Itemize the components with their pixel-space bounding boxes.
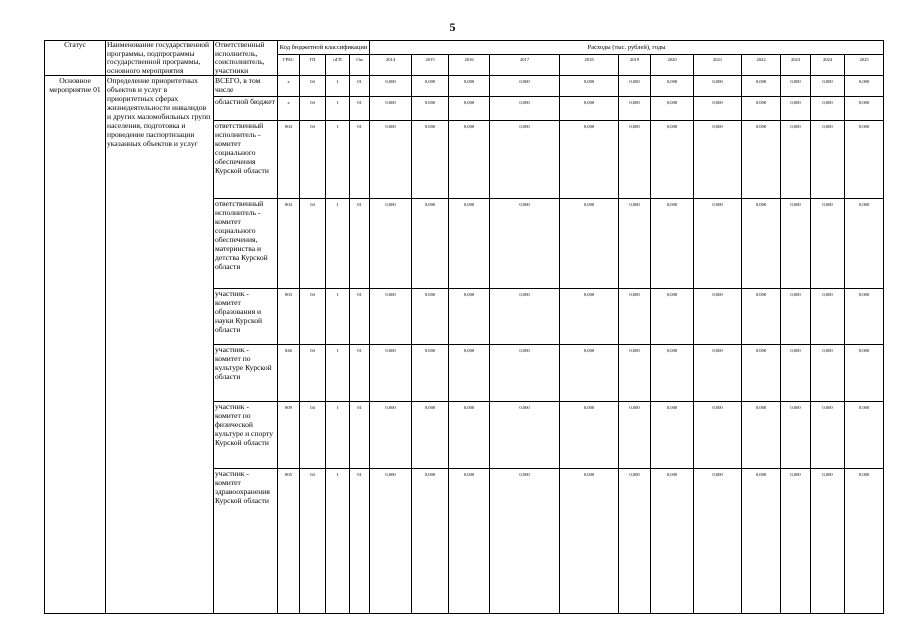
executor-cell: областной бюджет xyxy=(214,97,278,120)
value-cell: 0,000 xyxy=(811,76,845,97)
value-cell: 0,000 xyxy=(651,198,694,289)
value-cell: 0,000 xyxy=(449,344,490,401)
header-year-col: 2023 xyxy=(781,55,811,76)
header-year-col: 2015 xyxy=(412,55,449,76)
value-cell: 0,000 xyxy=(781,76,811,97)
header-status: Статус xyxy=(45,41,106,76)
value-cell: 0,000 xyxy=(694,76,742,97)
header-year-col: 2017 xyxy=(490,55,560,76)
page-number: 5 xyxy=(449,20,456,34)
value-cell: 0,000 xyxy=(490,120,560,198)
value-cell: 0,000 xyxy=(490,401,560,468)
value-cell: 0,000 xyxy=(651,289,694,345)
value-cell: 0,000 xyxy=(811,120,845,198)
header-executor: Ответственный исполнитель, соисполнитель, участники xyxy=(214,41,278,76)
value-cell: 0,000 xyxy=(811,468,845,613)
value-cell: 0,000 xyxy=(370,120,412,198)
value-cell: 0,000 xyxy=(811,401,845,468)
value-cell: 0,000 xyxy=(619,198,651,289)
value-cell: 0,000 xyxy=(449,468,490,613)
value-cell: 0,000 xyxy=(412,289,449,345)
code-cell: 04 xyxy=(300,198,326,289)
value-cell: 0,000 xyxy=(490,97,560,120)
code-cell: 04 xyxy=(300,289,326,345)
value-cell: 0,000 xyxy=(560,97,619,120)
code-cell: 1 xyxy=(326,468,350,613)
value-cell: 0,000 xyxy=(619,97,651,120)
code-cell: 805 xyxy=(278,468,300,613)
value-cell: 0,000 xyxy=(619,401,651,468)
value-cell: 0,000 xyxy=(412,468,449,613)
code-cell: 04 xyxy=(300,97,326,120)
header-code-col: ГРБС xyxy=(278,55,300,76)
code-cell: 1 xyxy=(326,344,350,401)
header-code-col: пГП xyxy=(326,55,350,76)
code-cell: x xyxy=(278,76,300,97)
header-name: Наименование государственной программы, подпрограммы государственной программы, основного мероприятия xyxy=(106,41,214,76)
code-cell: x xyxy=(278,97,300,120)
header-year-col: 2019 xyxy=(619,55,651,76)
value-cell: 0,000 xyxy=(370,468,412,613)
value-cell: 0,000 xyxy=(845,76,884,97)
code-cell: 846 xyxy=(278,344,300,401)
code-cell: 809 xyxy=(278,401,300,468)
value-cell: 0,000 xyxy=(619,289,651,345)
value-cell: 0,000 xyxy=(412,76,449,97)
value-cell: 0,000 xyxy=(560,198,619,289)
value-cell: 0,000 xyxy=(811,97,845,120)
value-cell: 0,000 xyxy=(619,468,651,613)
code-cell: 04 xyxy=(300,401,326,468)
value-cell: 0,000 xyxy=(694,344,742,401)
header-year-col: 2024 xyxy=(811,55,845,76)
value-cell: 0,000 xyxy=(811,289,845,345)
code-cell: 803 xyxy=(278,289,300,345)
code-cell: 01 xyxy=(350,76,370,97)
value-cell: 0,000 xyxy=(651,401,694,468)
value-cell: 0,000 xyxy=(449,198,490,289)
value-cell: 0,000 xyxy=(449,120,490,198)
value-cell: 0,000 xyxy=(651,344,694,401)
value-cell: 0,000 xyxy=(742,289,781,345)
value-cell: 0,000 xyxy=(560,344,619,401)
activity-name-cell: Определение приоритетных объектов и услуг в приоритетных сферах жизнедеятельности инвалидов и других маломобильных групп населения, подготовка и проведение паспортизации указанных объектов и услуг xyxy=(106,76,214,614)
header-year-col: 2020 xyxy=(651,55,694,76)
value-cell: 0,000 xyxy=(694,120,742,198)
header-budget-code: Код бюджетной классификации xyxy=(278,41,370,55)
value-cell: 0,000 xyxy=(781,344,811,401)
value-cell: 0,000 xyxy=(370,344,412,401)
value-cell: 0,000 xyxy=(412,344,449,401)
code-cell: 1 xyxy=(326,289,350,345)
value-cell: 0,000 xyxy=(845,198,884,289)
code-cell: 1 xyxy=(326,401,350,468)
code-cell: 1 xyxy=(326,198,350,289)
header-code-col: Ом xyxy=(350,55,370,76)
value-cell: 0,000 xyxy=(490,289,560,345)
code-cell: 1 xyxy=(326,97,350,120)
code-cell: 804 xyxy=(278,120,300,198)
status-cell: Основное мероприятие 01 xyxy=(45,76,106,614)
header-row xyxy=(45,41,884,55)
value-cell: 0,000 xyxy=(449,97,490,120)
value-cell: 0,000 xyxy=(412,198,449,289)
value-cell: 0,000 xyxy=(651,97,694,120)
code-cell: 01 xyxy=(350,120,370,198)
value-cell: 0,000 xyxy=(619,120,651,198)
code-cell: 01 xyxy=(350,344,370,401)
value-cell: 0,000 xyxy=(694,289,742,345)
value-cell: 0,000 xyxy=(781,198,811,289)
header-year-col: 2022 xyxy=(742,55,781,76)
value-cell: 0,000 xyxy=(845,468,884,613)
value-cell: 0,000 xyxy=(651,76,694,97)
value-cell: 0,000 xyxy=(651,468,694,613)
value-cell: 0,000 xyxy=(560,76,619,97)
value-cell: 0,000 xyxy=(781,401,811,468)
code-cell: 04 xyxy=(300,120,326,198)
code-cell: 01 xyxy=(350,289,370,345)
value-cell: 0,000 xyxy=(651,120,694,198)
value-cell: 0,000 xyxy=(370,97,412,120)
value-cell: 0,000 xyxy=(370,76,412,97)
value-cell: 0,000 xyxy=(845,344,884,401)
value-cell: 0,000 xyxy=(560,468,619,613)
value-cell: 0,000 xyxy=(490,468,560,613)
code-cell: 04 xyxy=(300,344,326,401)
table-row xyxy=(45,76,884,97)
value-cell: 0,000 xyxy=(560,289,619,345)
value-cell: 0,000 xyxy=(694,468,742,613)
value-cell: 0,000 xyxy=(781,120,811,198)
value-cell: 0,000 xyxy=(619,76,651,97)
value-cell: 0,000 xyxy=(811,198,845,289)
value-cell: 0,000 xyxy=(742,401,781,468)
value-cell: 0,000 xyxy=(412,401,449,468)
value-cell: 0,000 xyxy=(449,76,490,97)
value-cell: 0,000 xyxy=(370,289,412,345)
value-cell: 0,000 xyxy=(560,401,619,468)
budget-table xyxy=(44,40,884,614)
header-code-col: ГП xyxy=(300,55,326,76)
executor-cell: участник - комитет здравоохранения Курской области xyxy=(214,468,278,613)
header-year-col: 2021 xyxy=(694,55,742,76)
header-expenses: Расходы (тыс. рублей), годы xyxy=(370,41,884,55)
code-cell: 04 xyxy=(300,76,326,97)
header-year-col: 2016 xyxy=(449,55,490,76)
value-cell: 0,000 xyxy=(742,468,781,613)
code-cell: 804 xyxy=(278,198,300,289)
value-cell: 0,000 xyxy=(742,344,781,401)
value-cell: 0,000 xyxy=(490,198,560,289)
value-cell: 0,000 xyxy=(490,344,560,401)
value-cell: 0,000 xyxy=(560,120,619,198)
executor-cell: ответственный исполнитель - комитет социального обеспечения, материнства и детства Курской области xyxy=(214,198,278,289)
value-cell: 0,000 xyxy=(619,344,651,401)
value-cell: 0,000 xyxy=(412,97,449,120)
value-cell: 0,000 xyxy=(742,120,781,198)
code-cell: 01 xyxy=(350,401,370,468)
code-cell: 1 xyxy=(326,76,350,97)
executor-cell: участник - комитет по культуре Курской области xyxy=(214,344,278,401)
value-cell: 0,000 xyxy=(370,198,412,289)
value-cell: 0,000 xyxy=(449,401,490,468)
value-cell: 0,000 xyxy=(412,120,449,198)
value-cell: 0,000 xyxy=(845,401,884,468)
code-cell: 1 xyxy=(326,120,350,198)
executor-cell: участник - комитет образования и науки Курской области xyxy=(214,289,278,345)
executor-cell: ответственный исполнитель - комитет социального обеспечения Курской области xyxy=(214,120,278,198)
value-cell: 0,000 xyxy=(845,97,884,120)
value-cell: 0,000 xyxy=(694,97,742,120)
value-cell: 0,000 xyxy=(845,289,884,345)
value-cell: 0,000 xyxy=(845,120,884,198)
value-cell: 0,000 xyxy=(449,289,490,345)
code-cell: 04 xyxy=(300,468,326,613)
value-cell: 0,000 xyxy=(370,401,412,468)
value-cell: 0,000 xyxy=(742,76,781,97)
header-year-col: 2025 xyxy=(845,55,884,76)
code-cell: 01 xyxy=(350,198,370,289)
header-year-col: 2018 xyxy=(560,55,619,76)
value-cell: 0,000 xyxy=(781,468,811,613)
value-cell: 0,000 xyxy=(490,76,560,97)
value-cell: 0,000 xyxy=(811,344,845,401)
code-cell: 01 xyxy=(350,97,370,120)
value-cell: 0,000 xyxy=(694,198,742,289)
value-cell: 0,000 xyxy=(781,289,811,345)
executor-cell: ВСЕГО, в том числе xyxy=(214,76,278,97)
code-cell: 01 xyxy=(350,468,370,613)
value-cell: 0,000 xyxy=(694,401,742,468)
value-cell: 0,000 xyxy=(742,198,781,289)
header-year-col: 2014 xyxy=(370,55,412,76)
executor-cell: участник - комитет по физической культуре и спорту Курской области xyxy=(214,401,278,468)
value-cell: 0,000 xyxy=(781,97,811,120)
value-cell: 0,000 xyxy=(742,97,781,120)
